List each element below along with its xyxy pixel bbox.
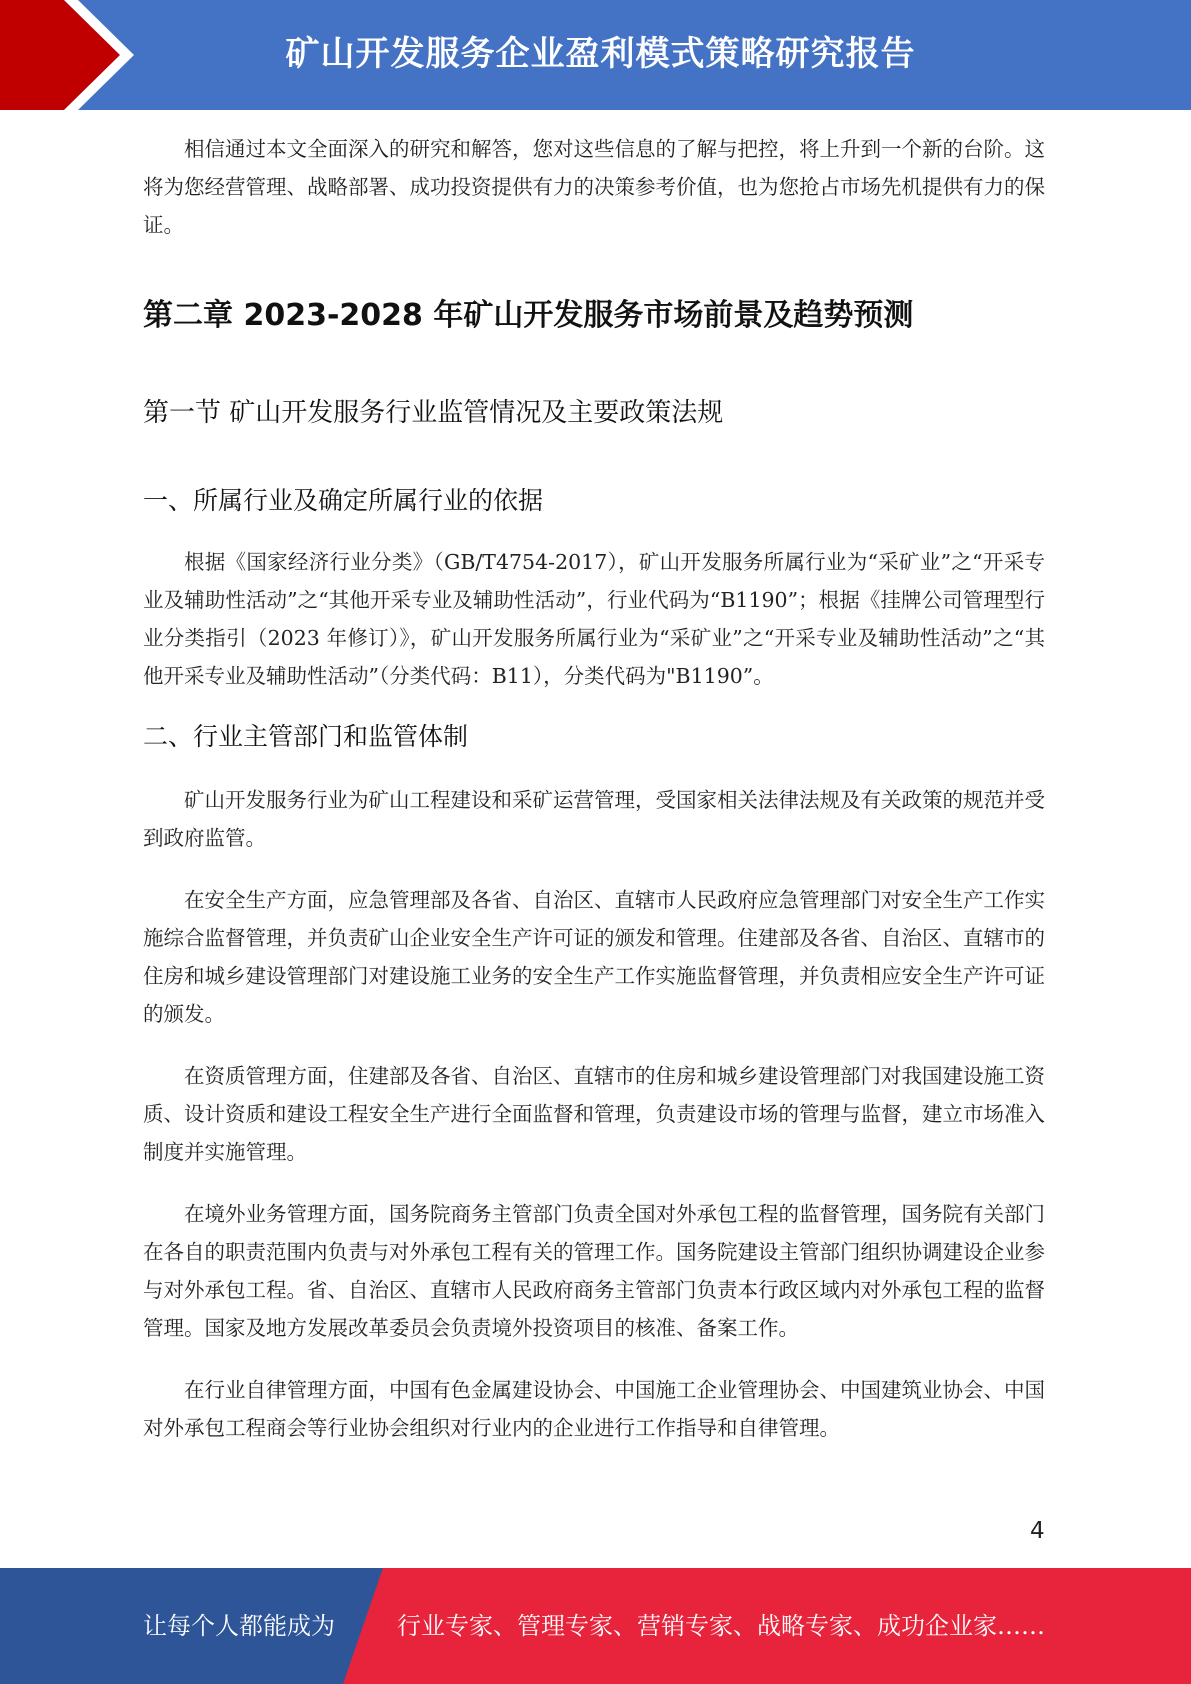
footer-slogan-right: 行业专家、管理专家、营销专家、战略专家、成功企业家…… <box>397 1612 1045 1640</box>
footer-slogan-left: 让每个人都能成为 <box>143 1612 335 1640</box>
subsection-2-paragraph: 矿山开发服务行业为矿山工程建设和采矿运营管理，受国家相关法律法规及有关政策的规范并受到政府监管。 <box>143 788 1045 850</box>
section-title: 第一节 矿山开发服务行业监管情况及主要政策法规 <box>143 398 724 428</box>
report-title: 矿山开发服务企业盈利模式策略研究报告 <box>285 34 916 74</box>
subsection-1-paragraph: 根据《国家经济行业分类》（GB/T4754-2017），矿山开发服务所属行业为“采矿业”之“开采专业及辅助性活动”之“其他开采专业及辅助性活动”，行业代码为“B1190”；根据《挂牌公司管理型行业分类指引（2023 年修订）》，矿山开发服务所属行业为“采矿业”之“开采专业及辅助性活动”之“其他开采专业及辅助性活动”（分类代码：B11），分类代码为"B1190”。 <box>143 550 1045 688</box>
subsection-1-title: 一、所属行业及确定所属行业的依据 <box>143 486 544 515</box>
subsection-2-paragraph: 在境外业务管理方面，国务院商务主管部门负责全国对外承包工程的监督管理，国务院有关部门在各自的职责范围内负责与对外承包工程有关的管理工作。国务院建设主管部门组织协调建设企业参与对外承包工程。省、自治区、直辖市人民政府商务主管部门负责本行政区域内对外承包工程的监督管理。国家及地方发展改革委员会负责境外投资项目的核准、备案工作。 <box>143 1202 1045 1340</box>
subsection-2-paragraph: 在资质管理方面，住建部及各省、自治区、直辖市的住房和城乡建设管理部门对我国建设施工资质、设计资质和建设工程安全生产进行全面监督和管理，负责建设市场的管理与监督，建立市场准入制度并实施管理。 <box>143 1064 1045 1164</box>
document-body <box>143 130 1045 1447</box>
header-arrow-icon <box>0 0 150 110</box>
header-band <box>0 0 1191 110</box>
subsection-2-title: 二、行业主管部门和监管体制 <box>143 722 469 751</box>
subsection-2-paragraph: 在行业自律管理方面，中国有色金属建设协会、中国施工企业管理协会、中国建筑业协会、中国对外承包工程商会等行业协会组织对行业内的企业进行工作指导和自律管理。 <box>143 1378 1045 1440</box>
subsection-2-paragraph: 在安全生产方面，应急管理部及各省、自治区、直辖市人民政府应急管理部门对安全生产工作实施综合监督管理，并负责矿山企业安全生产许可证的颁发和管理。住建部及各省、自治区、直辖市的住房和城乡建设管理部门对建设施工业务的安全生产工作实施监督管理，并负责相应安全生产许可证的颁发。 <box>143 888 1045 1026</box>
intro-paragraph: 相信通过本文全面深入的研究和解答，您对这些信息的了解与把控，将上升到一个新的台阶。这将为您经营管理、战略部署、成功投资提供有力的决策参考价值，也为您抢占市场先机提供有力的保证。 <box>143 137 1045 237</box>
chapter-title: 第二章 2023-2028 年矿山开发服务市场前景及趋势预测 <box>143 298 914 333</box>
footer-band <box>0 1568 1191 1684</box>
page-number: 4 <box>1030 1518 1045 1544</box>
